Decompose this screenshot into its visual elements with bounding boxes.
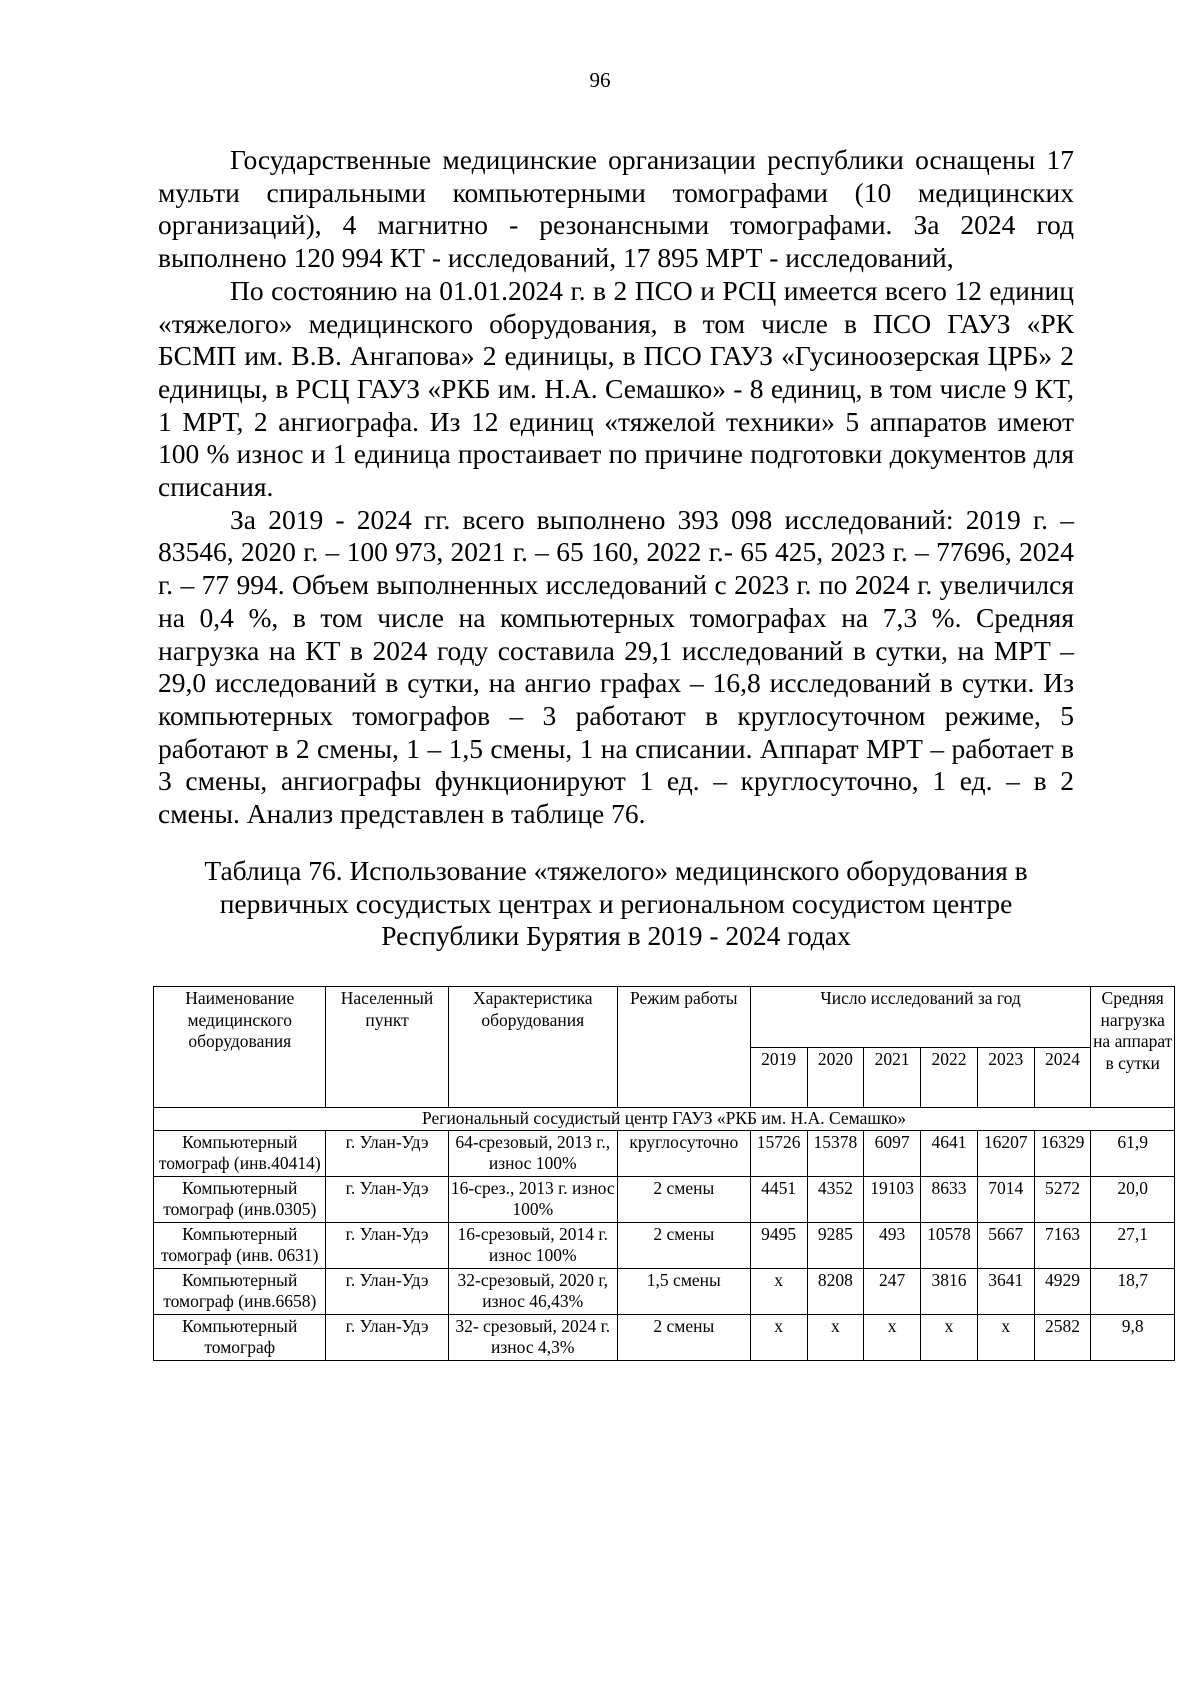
- caption-line: первичных сосудистых центрах и региональном сосудистом центре: [219, 887, 1013, 919]
- caption-line: Таблица 76. Использование «тяжелого» медицинского оборудования в: [204, 855, 1028, 886]
- cell-value: 8633: [921, 1176, 978, 1222]
- header-year: 2022: [921, 1047, 978, 1108]
- cell-characteristics: 16-срез., 2013 г. износ 100%: [448, 1176, 617, 1222]
- header-year: 2020: [807, 1047, 864, 1108]
- cell-characteristics: 16-срезовый, 2014 г. износ 100%: [448, 1222, 617, 1268]
- table-row: [154, 1176, 1175, 1222]
- cell-value: 6097: [864, 1130, 921, 1176]
- cell-mode: 1,5 смены: [617, 1268, 750, 1314]
- header-year: 2023: [977, 1047, 1034, 1108]
- cell-mode: 2 смены: [617, 1222, 750, 1268]
- cell-value: 3816: [921, 1268, 978, 1314]
- cell-value: 15726: [750, 1130, 807, 1176]
- cell-avg-load: 27,1: [1091, 1222, 1175, 1268]
- cell-value: 493: [864, 1222, 921, 1268]
- cell-characteristics: 32- срезовый, 2024 г. износ 4,3%: [448, 1314, 617, 1360]
- cell-value: 15378: [807, 1130, 864, 1176]
- cell-value: 4641: [921, 1130, 978, 1176]
- cell-value: 10578: [921, 1222, 978, 1268]
- equipment-table-wrapper: [153, 986, 1175, 1361]
- cell-avg-load: 20,0: [1091, 1176, 1175, 1222]
- table-row: [154, 1314, 1175, 1360]
- table-row: [154, 1268, 1175, 1314]
- cell-value: 9495: [750, 1222, 807, 1268]
- header-locality: Населенный пункт: [326, 987, 448, 1108]
- cell-value: х: [750, 1268, 807, 1314]
- cell-mode: 2 смены: [617, 1314, 750, 1360]
- cell-value: 9285: [807, 1222, 864, 1268]
- cell-value: 247: [864, 1268, 921, 1314]
- cell-value: х: [921, 1314, 978, 1360]
- caption-line: Республики Бурятия в 2019 - 2024 годах: [381, 920, 851, 951]
- cell-characteristics: 32-срезовый, 2020 г, износ 46,43%: [448, 1268, 617, 1314]
- cell-equipment: Компьютерный томограф (инв.0305): [154, 1176, 326, 1222]
- cell-locality: г. Улан-Удэ: [326, 1130, 448, 1176]
- cell-avg-load: 18,7: [1091, 1268, 1175, 1314]
- cell-value: х: [977, 1314, 1034, 1360]
- header-characteristics: Характеристика оборудования: [448, 987, 617, 1108]
- cell-equipment: Компьютерный томограф (инв. 0631): [154, 1222, 326, 1268]
- body-text: [158, 144, 1074, 831]
- cell-value: 8208: [807, 1268, 864, 1314]
- cell-value: 19103: [864, 1176, 921, 1222]
- cell-value: 5667: [977, 1222, 1034, 1268]
- section-row: [154, 1108, 1175, 1131]
- page-number: 96: [589, 68, 611, 92]
- cell-locality: г. Улан-Удэ: [326, 1268, 448, 1314]
- header-year: 2019: [750, 1047, 807, 1108]
- section-title: Региональный сосудистый центр ГАУЗ «РКБ им. Н.А. Семашко»: [154, 1108, 1175, 1131]
- paragraph-heavy-equipment: По состоянию на 01.01.2024 г. в 2 ПСО и РСЦ имеется всего 12 единиц «тяжелого» медицинского оборудования, в том числе в ПСО ГАУЗ «РК БСМП им. В.В. Ангапова» 2 единицы, в ПСО ГАУЗ «Гусиноозерская ЦРБ» 2 единицы, в РСЦ ГАУЗ «РКБ им. Н.А. Семашко» - 8 единиц, в том числе 9 КТ, 1 МРТ, 2 ангиографа. Из 12 единиц «тяжелой техники» 5 аппаратов имеют 100 % износ и 1 единица простаивает по причине подготовки документов для списания.: [158, 274, 1074, 503]
- paragraph-equipment-summary: Государственные медицинские организации республики оснащены 17 мульти спиральными компьютерными томографами (10 медицинских организаций), 4 магнитно - резонансными томографами. За 2024 год выполнено 120 994 КТ - исследований, 17 895 МРТ - исследований,: [158, 144, 1074, 274]
- cell-locality: г. Улан-Удэ: [326, 1222, 448, 1268]
- table-caption: [150, 855, 1082, 953]
- cell-value: 16207: [977, 1130, 1034, 1176]
- header-year: 2024: [1034, 1047, 1091, 1108]
- cell-avg-load: 61,9: [1091, 1130, 1175, 1176]
- header-mode: Режим работы: [617, 987, 750, 1108]
- cell-mode: 2 смены: [617, 1176, 750, 1222]
- header-row: [154, 987, 1175, 1048]
- equipment-usage-table: [153, 986, 1175, 1361]
- cell-value: х: [750, 1314, 807, 1360]
- cell-value: х: [807, 1314, 864, 1360]
- table-row: [154, 1222, 1175, 1268]
- cell-value: 3641: [977, 1268, 1034, 1314]
- cell-characteristics: 64-срезовый, 2013 г., износ 100%: [448, 1130, 617, 1176]
- table-row: [154, 1130, 1175, 1176]
- cell-value: 5272: [1034, 1176, 1091, 1222]
- header-avg-load: Средняя нагрузка на аппарат в сутки: [1091, 987, 1175, 1108]
- header-studies: Число исследований за год: [750, 987, 1091, 1048]
- cell-value: 16329: [1034, 1130, 1091, 1176]
- cell-equipment: Компьютерный томограф (инв.6658): [154, 1268, 326, 1314]
- paragraph-studies-analysis: За 2019 - 2024 гг. всего выполнено 393 098 исследований: 2019 г. – 83546, 2020 г. – 100 973, 2021 г. – 65 160, 2022 г.- 65 425, 2023 г. – 77696, 2024 г. – 77 994. Объем выполненных исследований с 2023 г. по 2024 г. увеличился на 0,4 %, в том числе на компьютерных томографах на 7,3 %. Средняя нагрузка на КТ в 2024 году составила 29,1 исследований в сутки, на МРТ – 29,0 исследований в сутки, на ангио графах – 16,8 исследований в сутки. Из компьютерных томографов – 3 работают в круглосуточном режиме, 5 работают в 2 смены, 1 – 1,5 смены, 1 на списании. Аппарат МРТ – работает в 3 смены, ангиографы функционируют 1 ед. – круглосуточно, 1 ед. – в 2 смены. Анализ представлен в таблице 76.: [158, 503, 1074, 830]
- cell-value: 7014: [977, 1176, 1034, 1222]
- header-equipment: Наименование медицинского оборудования: [154, 987, 326, 1108]
- cell-value: 4929: [1034, 1268, 1091, 1314]
- header-year: 2021: [864, 1047, 921, 1108]
- cell-value: 2582: [1034, 1314, 1091, 1360]
- cell-mode: круглосуточно: [617, 1130, 750, 1176]
- cell-equipment: Компьютерный томограф (инв.40414): [154, 1130, 326, 1176]
- cell-value: х: [864, 1314, 921, 1360]
- cell-value: 4451: [750, 1176, 807, 1222]
- cell-value: 7163: [1034, 1222, 1091, 1268]
- cell-locality: г. Улан-Удэ: [326, 1314, 448, 1360]
- cell-locality: г. Улан-Удэ: [326, 1176, 448, 1222]
- cell-equipment: Компьютерный томограф: [154, 1314, 326, 1360]
- cell-avg-load: 9,8: [1091, 1314, 1175, 1360]
- cell-value: 4352: [807, 1176, 864, 1222]
